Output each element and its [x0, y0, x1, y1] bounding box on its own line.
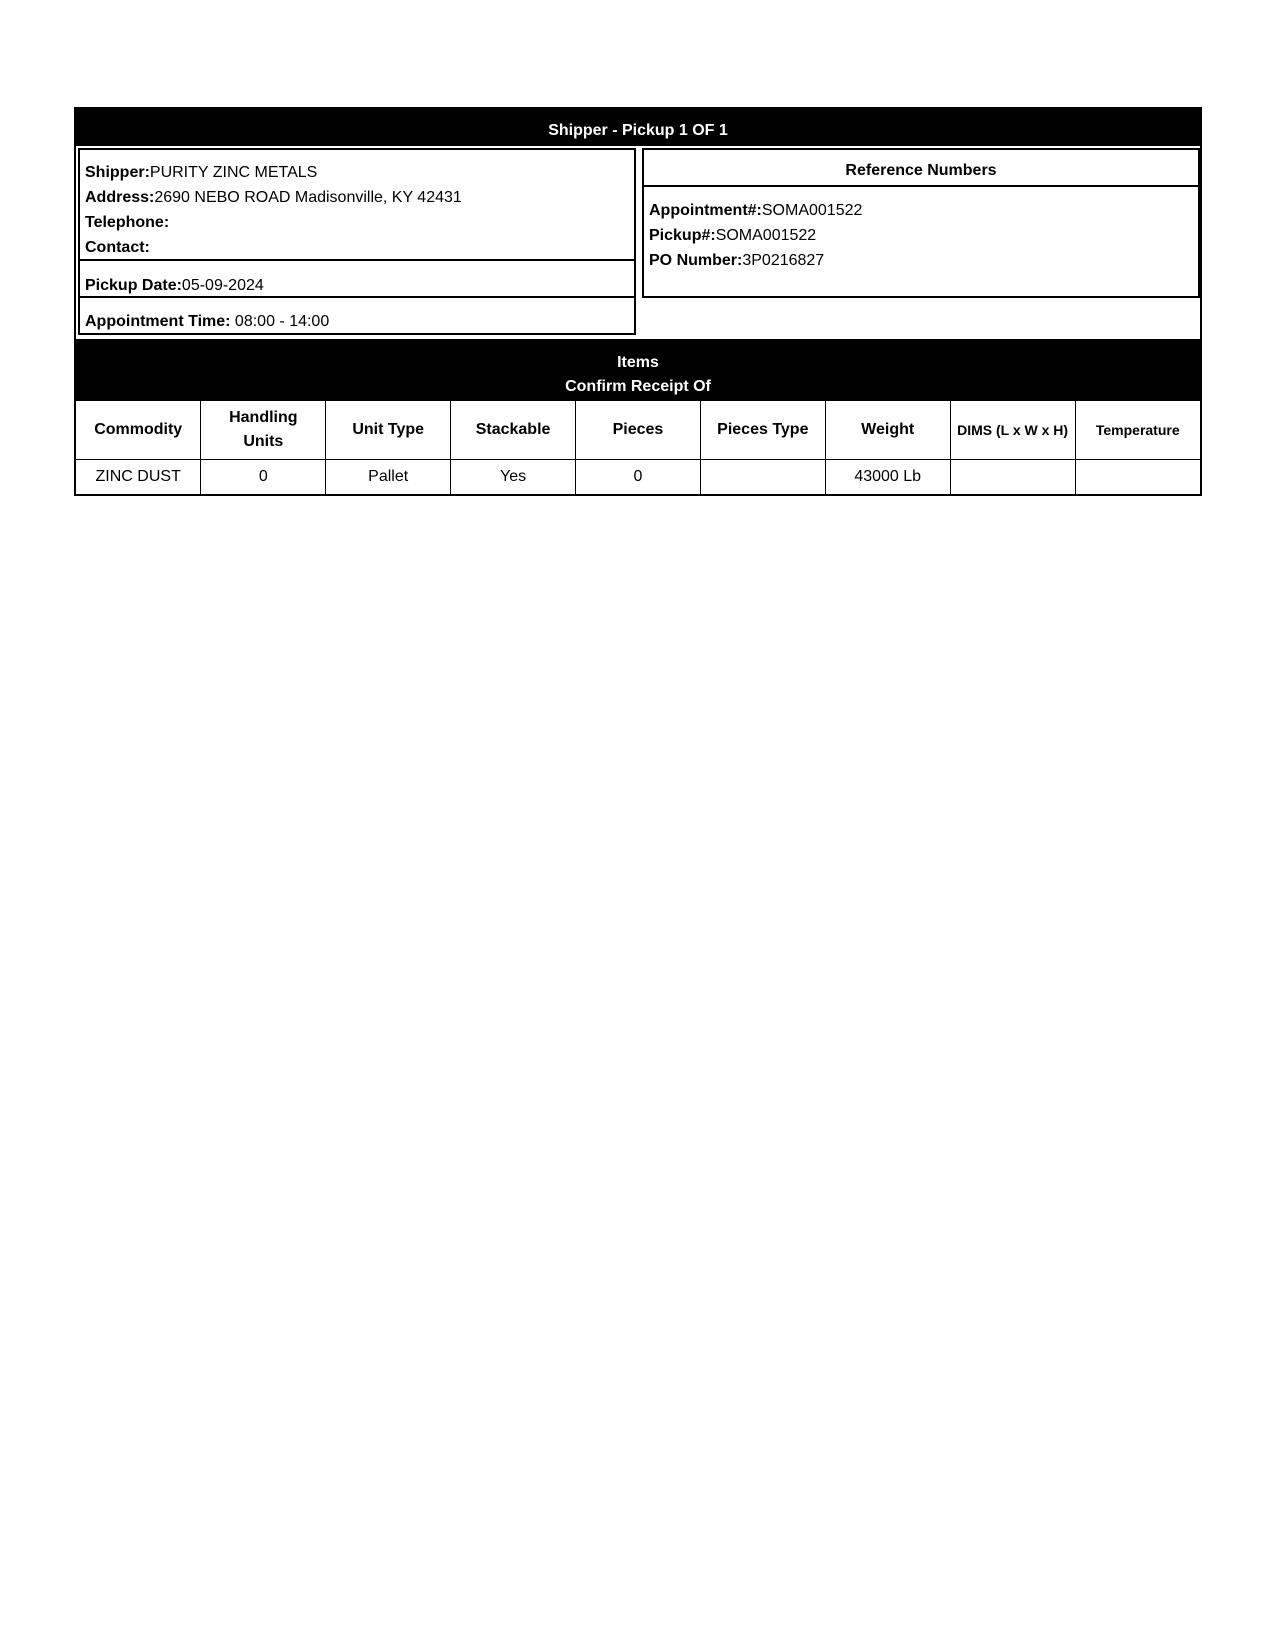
items-subtitle: Confirm Receipt Of: [565, 378, 711, 395]
shipper-value: PURITY ZINC METALS: [149, 164, 318, 181]
address-value: 2690 NEBO ROAD Madisonville, KY 42431: [154, 189, 462, 206]
telephone-label: Telephone:: [85, 214, 170, 231]
reference-numbers-body: [644, 187, 1198, 273]
shipper-line: [85, 160, 634, 185]
col-unit-type: Unit Type: [326, 401, 451, 460]
col-pieces-type: Pieces Type: [700, 401, 825, 460]
cell-unit-type: Pallet: [326, 460, 451, 494]
col-commodity: Commodity: [76, 401, 201, 460]
pickup-date-box: [80, 261, 634, 298]
pickup-date-label: Pickup Date:: [85, 277, 182, 294]
pickup-number-value: SOMA001522: [715, 227, 817, 244]
cell-pieces: 0: [576, 460, 701, 494]
pickup-document: [74, 107, 1202, 496]
col-handling-units: [201, 401, 326, 460]
col-stackable: Stackable: [451, 401, 576, 460]
pickup-number-label: Pickup#:: [649, 227, 716, 244]
contact-label: Contact:: [85, 239, 150, 256]
po-number-label: PO Number:: [649, 252, 743, 269]
col-dims: DIMS (L x W x H): [950, 401, 1075, 460]
telephone-line: [85, 210, 634, 235]
col-handling-units-line2: Units: [243, 433, 284, 450]
po-number-line: [649, 248, 1198, 273]
info-area: [76, 146, 1200, 339]
appointment-time-label: Appointment Time:: [85, 313, 231, 330]
items-title: Items: [617, 354, 659, 371]
document-title: Shipper - Pickup 1 OF 1: [76, 109, 1200, 146]
address-label: Address:: [85, 189, 155, 206]
reference-numbers-header: Reference Numbers: [644, 150, 1198, 187]
cell-stackable: Yes: [451, 460, 576, 494]
reference-numbers-box: [642, 148, 1200, 298]
pickup-date-value: 05-09-2024: [181, 277, 264, 294]
appointment-number-line: [649, 198, 1198, 223]
appointment-time-value: 08:00 - 14:00: [230, 313, 330, 330]
contact-line: [85, 235, 634, 260]
shipper-details: [80, 150, 634, 261]
address-line: [85, 185, 634, 210]
items-header-row: [76, 401, 1200, 460]
cell-weight: 43000 Lb: [825, 460, 950, 494]
shipper-column: [78, 148, 636, 335]
appointment-time-line: [85, 309, 634, 334]
pickup-date-line: [85, 273, 634, 298]
col-weight: Weight: [825, 401, 950, 460]
table-row: [76, 460, 1200, 494]
shipper-label: Shipper:: [85, 164, 150, 181]
items-header: [76, 339, 1200, 401]
col-temperature: Temperature: [1075, 401, 1200, 460]
cell-handling-units: 0: [201, 460, 326, 494]
col-handling-units-line1: Handling: [229, 409, 298, 426]
cell-commodity: ZINC DUST: [76, 460, 201, 494]
items-table: [76, 401, 1200, 494]
appointment-number-value: SOMA001522: [761, 202, 863, 219]
cell-temperature: [1075, 460, 1200, 494]
po-number-value: 3P0216827: [742, 252, 825, 269]
cell-dims: [950, 460, 1075, 494]
appointment-time-box: [80, 298, 634, 333]
appointment-number-label: Appointment#:: [649, 202, 762, 219]
col-pieces: Pieces: [576, 401, 701, 460]
cell-pieces-type: [700, 460, 825, 494]
pickup-number-line: [649, 223, 1198, 248]
